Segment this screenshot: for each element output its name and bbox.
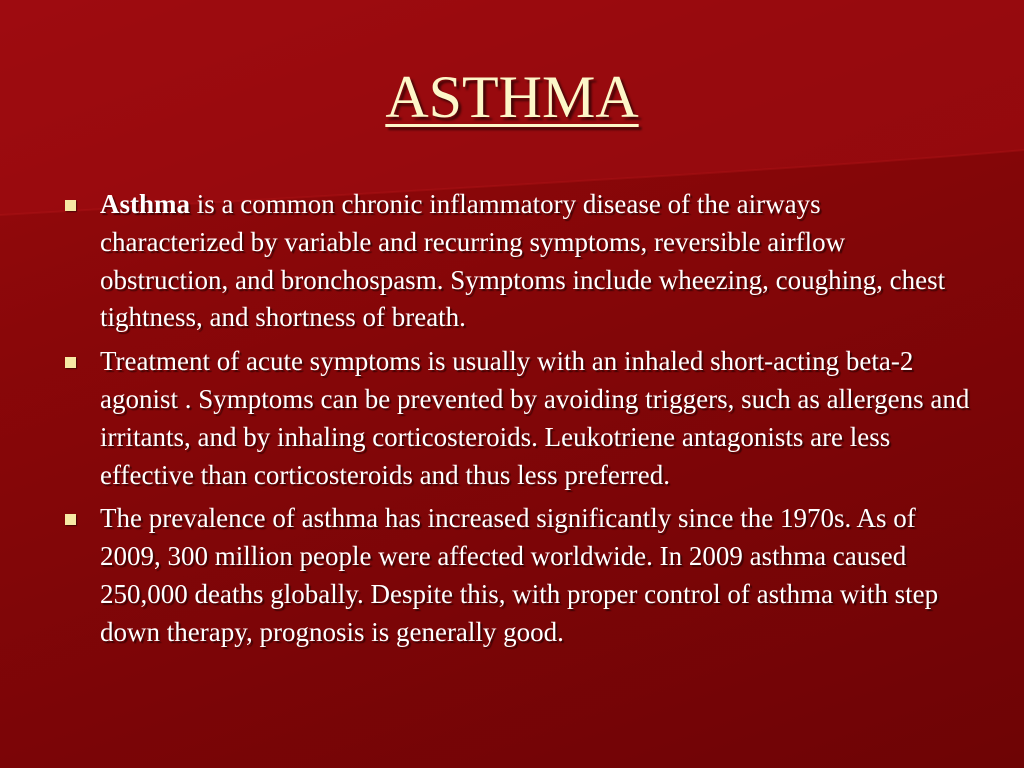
bullet-text: Treatment of acute symptoms is usually with an inhaled short-acting beta-2 agonist . Symptoms can be prevented by avoiding triggers, such as allergens and irritants, and by inhaling corticosteroids. Leukotriene antagonists are less effective than corticosteroids and thus less preferred. — [100, 346, 970, 490]
square-bullet-icon — [65, 200, 76, 211]
bullet-text: is a common chronic inflammatory disease of the airways characterized by variable and recurring symptoms, reversible airflow obstruction, and bronchospasm. Symptoms include wheezing, coughing, chest tightness, and shortness of breath. — [100, 189, 946, 333]
bullet-term: Asthma — [100, 189, 191, 219]
bullet-item-treatment — [60, 343, 970, 494]
bullet-list — [60, 186, 970, 658]
square-bullet-icon — [65, 514, 76, 525]
bullet-text: The prevalence of asthma has increased significantly since the 1970s. As of 2009, 300 million people were affected worldwide. In 2009 asthma caused 250,000 deaths globally. Despite this, with proper control of asthma with step down therapy, prognosis is generally good. — [100, 503, 939, 647]
square-bullet-icon — [65, 357, 76, 368]
bullet-item-definition — [60, 186, 970, 337]
bullet-item-prevalence — [60, 500, 970, 651]
slide-title: ASTHMA — [385, 64, 639, 130]
